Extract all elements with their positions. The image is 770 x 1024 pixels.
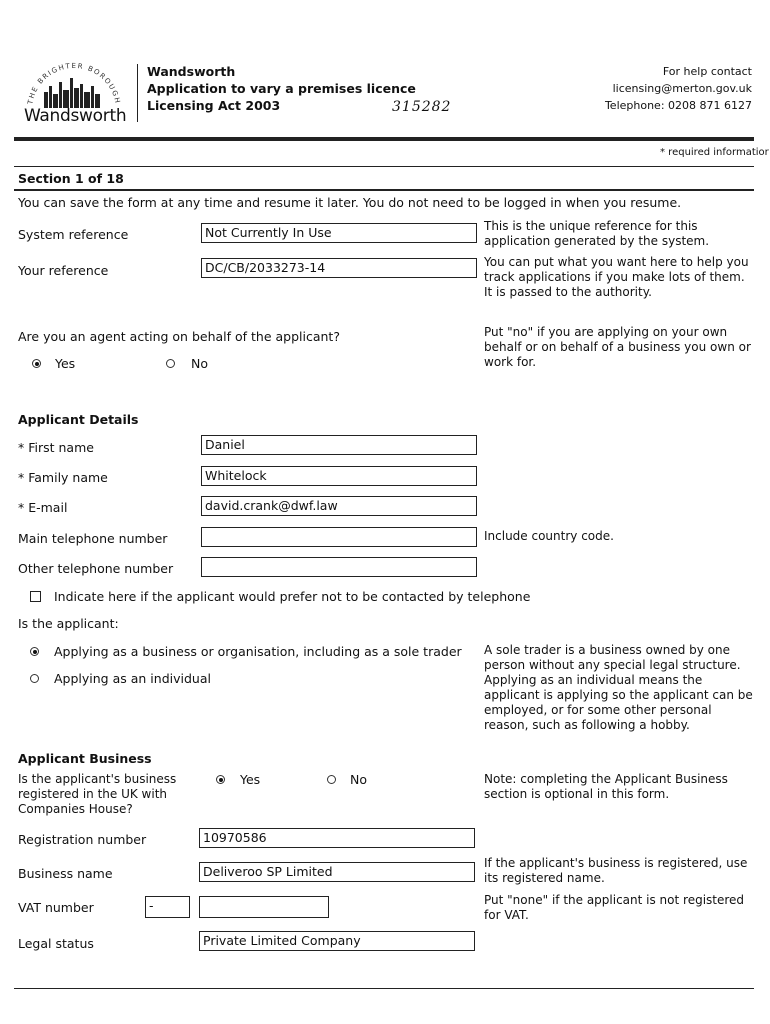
your-reference-label: Your reference: [18, 263, 109, 278]
registration-number-field[interactable]: 10970586: [199, 828, 475, 848]
business-name-help: If the applicant's business is registered, use its registered name.: [484, 856, 748, 885]
logo-wordmark: Wandsworth: [24, 106, 127, 126]
registration-number-label: Registration number: [18, 832, 147, 847]
legal-status-field[interactable]: Private Limited Company: [199, 931, 475, 951]
handwritten-reference: 315282: [392, 99, 452, 115]
registered-yes-radio[interactable]: [216, 775, 225, 784]
business-optional-note: Note: completing the Applicant Business section is optional in this form.: [484, 772, 728, 801]
system-reference-label: System reference: [18, 227, 129, 242]
applicant-type-help: A sole trader is a business owned by one person without any special legal structure. Applying as an individual means the applicant is applying so the applicant can be employed, or for some other personal reason, such as following a hobby.: [484, 643, 753, 732]
main-phone-field[interactable]: [201, 527, 477, 547]
applicant-is-label: Is the applicant:: [18, 616, 119, 631]
svg-text:THE BRIGHTER BOROUGH: [26, 62, 121, 106]
your-reference-field[interactable]: DC/CB/2033273-14: [201, 258, 477, 278]
main-phone-label: Main telephone number: [18, 531, 168, 546]
vat-help: Put "none" if the applicant is not registered for VAT.: [484, 893, 745, 922]
system-reference-field[interactable]: Not Currently In Use: [201, 223, 477, 243]
business-radio[interactable]: [30, 647, 39, 656]
header-act: Licensing Act 2003: [147, 98, 281, 113]
vat-prefix-field[interactable]: -: [145, 896, 190, 918]
council-logo: [18, 58, 128, 130]
vat-number-label: VAT number: [18, 900, 94, 915]
companies-house-question: Is the applicant's business registered in the UK with Companies House?: [18, 772, 177, 816]
section-bottom-rule: [14, 189, 754, 191]
individual-radio[interactable]: [30, 674, 39, 683]
footer-rule: [14, 988, 754, 989]
vat-number-field[interactable]: [199, 896, 329, 918]
first-name-label: * First name: [18, 440, 94, 455]
applicant-details-heading: Applicant Details: [18, 412, 139, 427]
save-note: You can save the form at any time and resume it later. You do not need to be logged in when you resume.: [18, 195, 682, 210]
agent-help: Put "no" if you are applying on your own behalf or on behalf of a business you own or work for.: [484, 325, 751, 369]
help-phone: Telephone: 0208 871 6127: [604, 99, 752, 112]
no-phone-checkbox[interactable]: [30, 591, 41, 602]
agent-no-radio[interactable]: [166, 359, 175, 368]
family-name-field[interactable]: Whitelock: [201, 466, 477, 486]
other-phone-field[interactable]: [201, 557, 477, 577]
section-top-rule: [14, 166, 754, 167]
business-name-label: Business name: [18, 866, 113, 881]
help-email[interactable]: licensing@merton.gov.uk: [612, 82, 752, 95]
header-bar: [14, 137, 754, 141]
agent-yes-radio[interactable]: [32, 359, 41, 368]
other-phone-label: Other telephone number: [18, 561, 174, 576]
agent-no-label: No: [191, 356, 208, 371]
email-field[interactable]: david.crank@dwf.law: [201, 496, 477, 516]
registered-no-radio[interactable]: [327, 775, 336, 784]
family-name-label: * Family name: [18, 470, 108, 485]
no-phone-checkbox-label: Indicate here if the applicant would prefer not to be contacted by telephone: [54, 589, 531, 604]
registered-yes-label: Yes: [240, 772, 261, 787]
business-option-label: Applying as a business or organisation, including as a sole trader: [54, 644, 462, 659]
system-reference-help: This is the unique reference for this application generated by the system.: [484, 219, 710, 248]
header-divider-vertical: [137, 64, 138, 122]
registered-no-label: No: [350, 772, 367, 787]
header-org: Wandsworth: [147, 64, 236, 79]
agent-yes-label: Yes: [55, 356, 76, 371]
logo-arc-text: THE BRIGHTER BOROUGH: [26, 61, 122, 106]
applicant-business-heading: Applicant Business: [18, 751, 152, 766]
legal-status-label: Legal status: [18, 936, 94, 951]
required-note: * required informatior: [660, 147, 769, 158]
help-label: For help contact: [662, 65, 752, 78]
section-title: Section 1 of 18: [18, 171, 124, 186]
business-name-field[interactable]: Deliveroo SP Limited: [199, 862, 475, 882]
agent-question: Are you an agent acting on behalf of the applicant?: [18, 329, 340, 344]
email-label: * E-mail: [18, 500, 68, 515]
main-phone-help: Include country code.: [484, 529, 614, 543]
first-name-field[interactable]: Daniel: [201, 435, 477, 455]
your-reference-help: You can put what you want here to help you track applications if you make lots of them. It is passed to the authority.: [484, 255, 749, 299]
header-title: Application to vary a premises licence: [147, 81, 416, 96]
individual-option-label: Applying as an individual: [54, 671, 211, 686]
